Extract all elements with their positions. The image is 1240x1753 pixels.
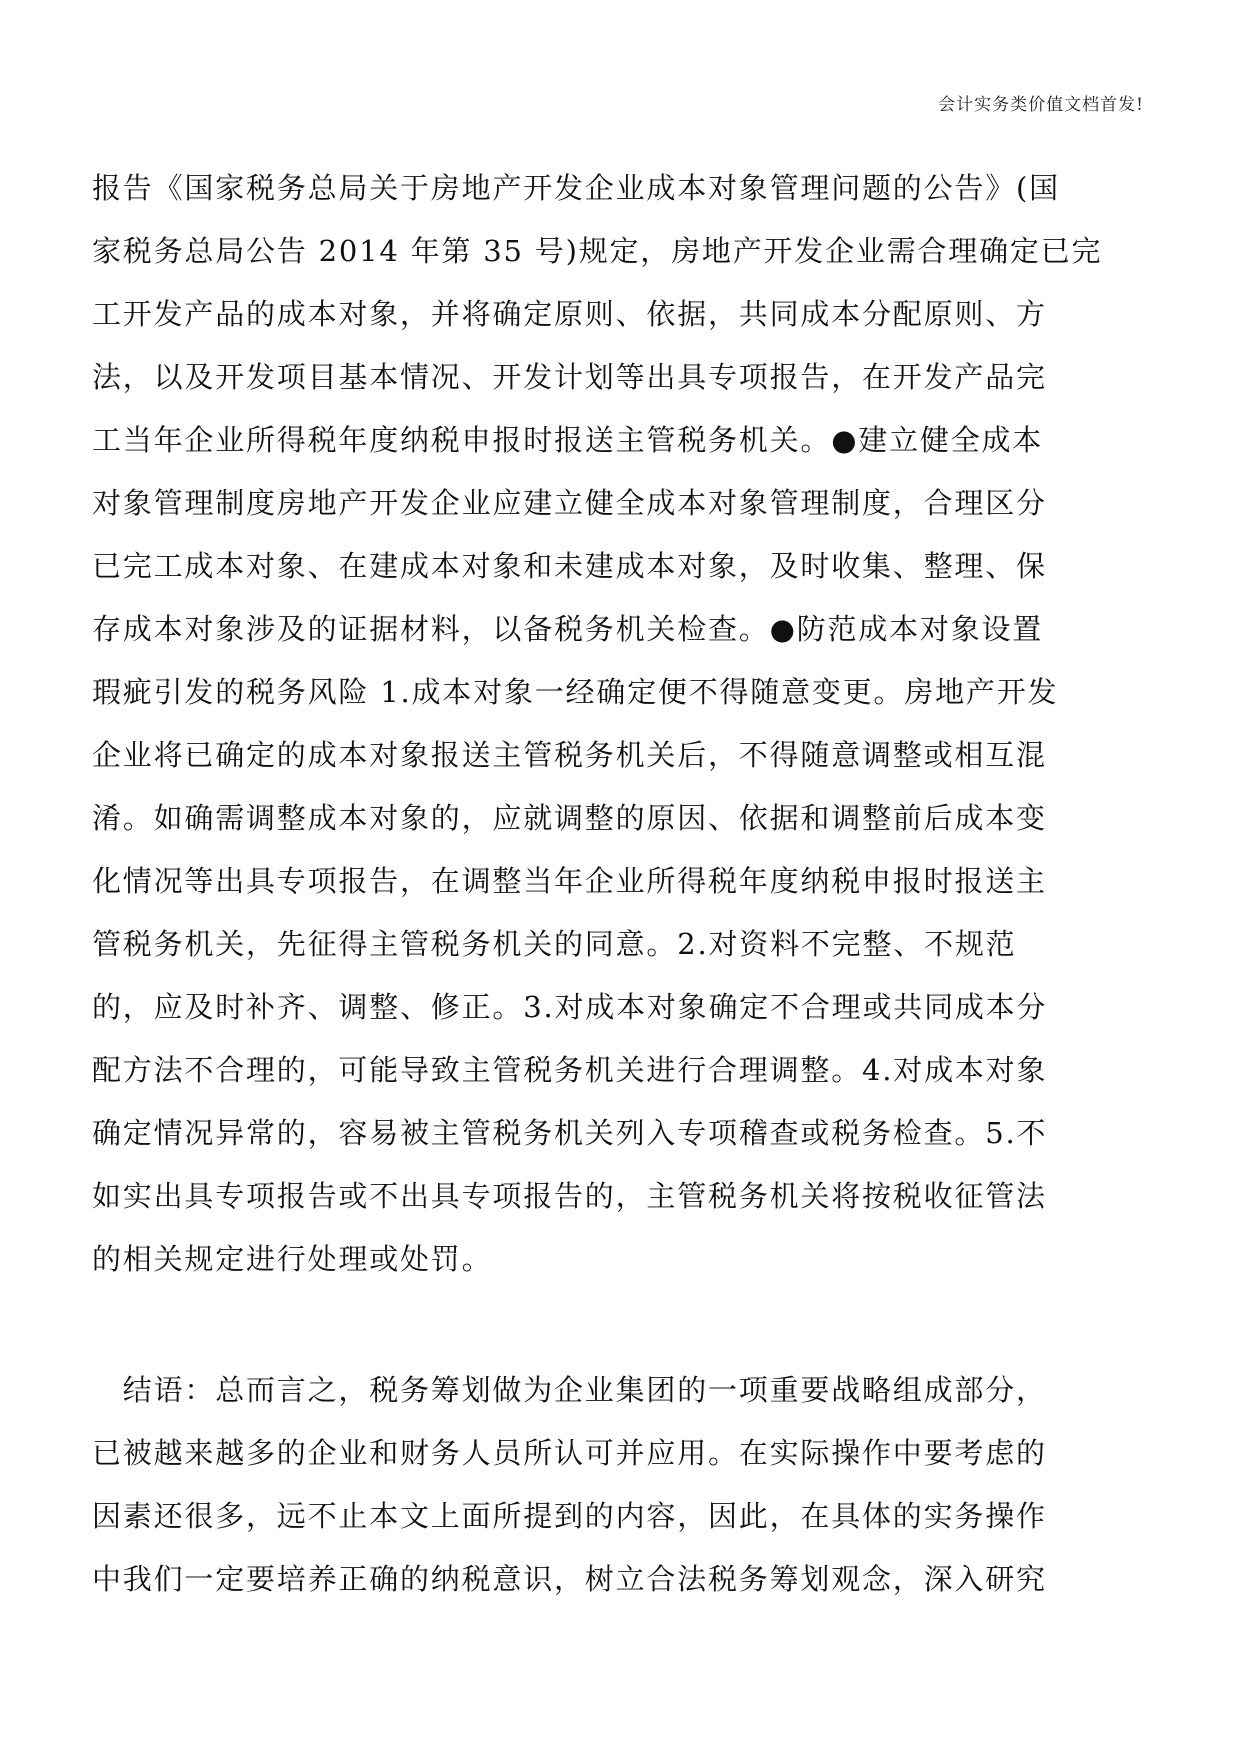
text-line: 如实出具专项报告或不出具专项报告的，主管税务机关将按税收征管法	[92, 1179, 1047, 1213]
text-line: 结语：总而言之，税务筹划做为企业集团的一项重要战略组成部分，	[92, 1373, 1047, 1407]
text-line: 淆。如确需调整成本对象的，应就调整的原因、依据和调整前后成本变	[92, 801, 1047, 835]
text-line: 企业将已确定的成本对象报送主管税务机关后，不得随意调整或相互混	[92, 738, 1047, 772]
text-line: 瑕疵引发的税务风险 1.成本对象一经确定便不得随意变更。房地产开发	[92, 675, 1059, 709]
text-line: 的相关规定进行处理或处罚。	[92, 1242, 493, 1276]
text-line: 对象管理制度房地产开发企业应建立健全成本对象管理制度，合理区分	[92, 486, 1047, 520]
text-line: 化情况等出具专项报告，在调整当年企业所得税年度纳税申报时报送主	[92, 864, 1047, 898]
text-line: 法，以及开发项目基本情况、开发计划等出具专项报告，在开发产品完	[92, 360, 1047, 394]
text-line: 管税务机关，先征得主管税务机关的同意。2.对资料不完整、不规范	[92, 927, 1017, 961]
text-line: 的，应及时补齐、调整、修正。3.对成本对象确定不合理或共同成本分	[92, 990, 1048, 1024]
text-line: 存成本对象涉及的证据材料，以备税务机关检查。●防范成本对象设置	[92, 612, 1044, 646]
text-line: 已被越来越多的企业和财务人员所认可并应用。在实际操作中要考虑的	[92, 1436, 1047, 1470]
text-line: 工开发产品的成本对象，并将确定原则、依据，共同成本分配原则、方	[92, 297, 1047, 331]
text-line: 中我们一定要培养正确的纳税意识，树立合法税务筹划观念，深入研究	[92, 1562, 1047, 1596]
main-paragraph	[92, 157, 1152, 1291]
conclusion-paragraph	[92, 1359, 1152, 1611]
text-line: 家税务总局公告 2014 年第 35 号)规定，房地产开发企业需合理确定已完	[92, 234, 1103, 268]
text-line: 配方法不合理的，可能导致主管税务机关进行合理调整。4.对成本对象	[92, 1053, 1048, 1087]
header-note: 会计实务类价值文档首发!	[938, 95, 1144, 115]
text-line: 报告《国家税务总局关于房地产开发企业成本对象管理问题的公告》(国	[92, 171, 1060, 205]
text-line: 确定情况异常的，容易被主管税务机关列入专项稽查或税务检查。5.不	[92, 1116, 1048, 1150]
text-line: 因素还很多，远不止本文上面所提到的内容，因此，在具体的实务操作	[92, 1499, 1047, 1533]
text-line: 已完工成本对象、在建成本对象和未建成本对象，及时收集、整理、保	[92, 549, 1047, 583]
text-line: 工当年企业所得税年度纳税申报时报送主管税务机关。●建立健全成本	[92, 423, 1044, 457]
